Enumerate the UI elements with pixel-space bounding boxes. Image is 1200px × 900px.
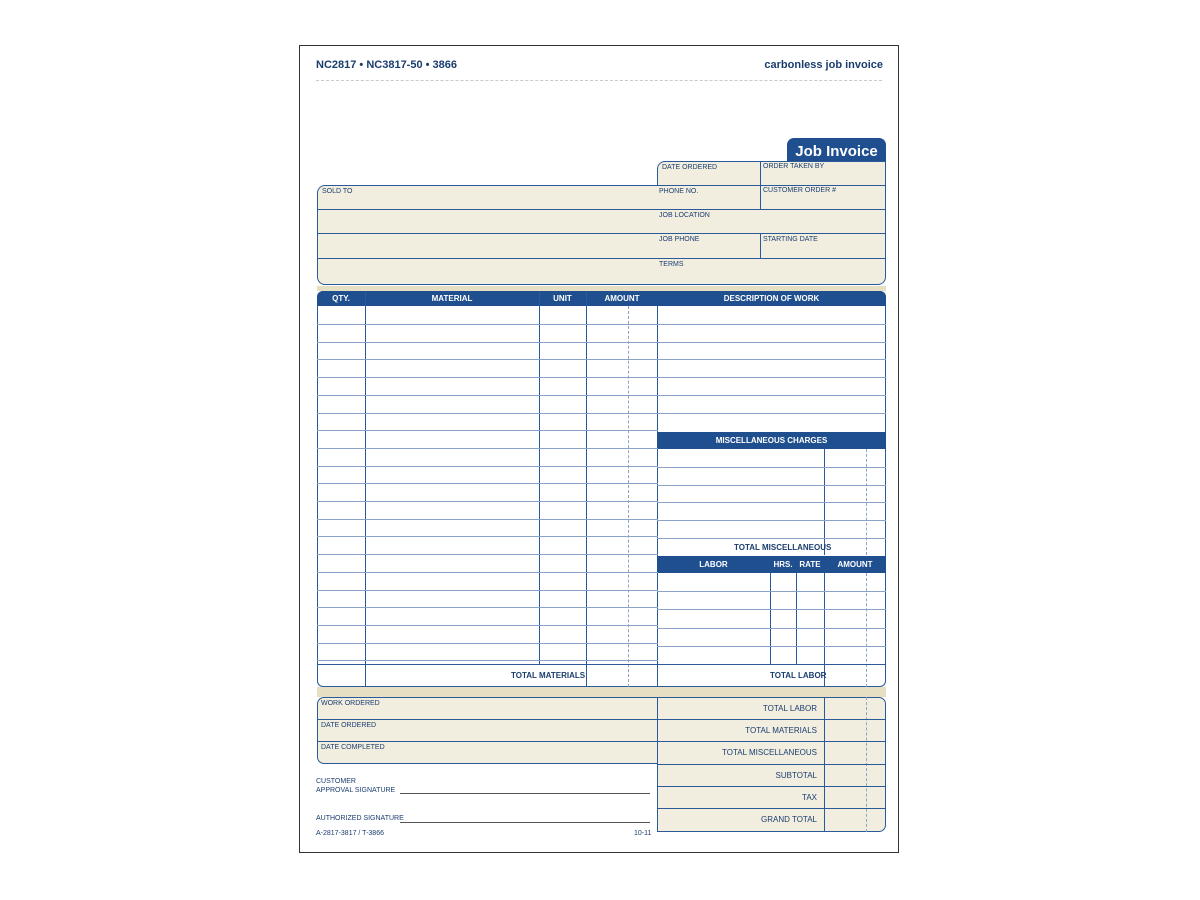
materials-row-line: [317, 342, 658, 343]
summary-label-total-labor: TOTAL LABOR: [762, 704, 817, 713]
phone-no-field[interactable]: PHONE NO.: [659, 188, 699, 195]
materials-row-line: [317, 483, 658, 484]
misc-row-line: [657, 538, 886, 539]
materials-row-line: [317, 430, 658, 431]
labor-row-line: [657, 628, 886, 629]
labor-header: [657, 556, 886, 573]
materials-row-line: [317, 377, 658, 378]
materials-header: [317, 291, 658, 306]
description-row-line: [657, 324, 886, 325]
description-row-line: [657, 359, 886, 360]
materials-row-line: [317, 466, 658, 467]
misc-row-line: [657, 485, 886, 486]
materials-row-line: [317, 660, 658, 661]
customer-approval-signature-label: [316, 777, 395, 795]
misc-charges-header: [657, 432, 886, 449]
description-header: [657, 291, 886, 306]
authorized-signature-label: AUTHORIZED SIGNATURE: [316, 815, 404, 822]
summary-row-line: [657, 764, 886, 765]
description-row-line: [657, 413, 886, 414]
description-row-line: [657, 342, 886, 343]
total-labor-label: TOTAL LABOR: [770, 671, 827, 680]
terms-field[interactable]: TERMS: [659, 261, 684, 268]
summary-label-subtotal: SUBTOTAL: [775, 770, 817, 780]
materials-row-line: [317, 572, 658, 573]
materials-row-line: [317, 519, 658, 520]
materials-row-line: [317, 501, 658, 502]
summary-label-grand-total: GRAND TOTAL: [760, 815, 817, 824]
materials-row-line: [317, 324, 658, 325]
materials-row-line: [317, 643, 658, 644]
misc-row-line: [657, 467, 886, 468]
amount-column-header: AMOUNT: [604, 294, 640, 303]
date-ordered-field[interactable]: DATE ORDERED: [662, 164, 718, 171]
customer-label: CUSTOMER: [316, 778, 356, 785]
rate-column-header: RATE: [799, 560, 821, 569]
summary-row-line: [657, 741, 886, 742]
description-row-line: [657, 395, 886, 396]
form-type: carbonless job invoice: [764, 59, 883, 71]
materials-row-line: [317, 607, 658, 608]
job-location-field[interactable]: JOB LOCATION: [659, 212, 710, 219]
customer-order-field[interactable]: CUSTOMER ORDER #: [763, 187, 836, 194]
materials-row-line: [317, 554, 658, 555]
order-dates-box: [317, 697, 658, 764]
total-misc-label: TOTAL MISCELLANEOUS: [734, 543, 832, 552]
bottom-separator-strip: [317, 687, 886, 697]
perforation-line: [316, 80, 882, 81]
sold-to-box: [317, 185, 658, 285]
revision-footer: 10-11: [634, 830, 652, 837]
sold-to-field[interactable]: SOLD TO: [322, 188, 353, 195]
materials-row-line: [317, 448, 658, 449]
materials-row-line: [317, 625, 658, 626]
work-ordered-field[interactable]: WORK ORDERED: [321, 700, 380, 707]
starting-date-field[interactable]: STARTING DATE: [763, 236, 818, 243]
material-column-header: MATERIAL: [431, 294, 473, 303]
materials-row-line: [317, 359, 658, 360]
authorized-signature-line[interactable]: [400, 822, 650, 823]
unit-column-header: UNIT: [553, 294, 572, 303]
materials-table: [317, 291, 658, 687]
labor-row-line: [657, 646, 886, 647]
total-materials-label: TOTAL MATERIALS: [511, 671, 586, 680]
job-phone-field[interactable]: JOB PHONE: [659, 236, 700, 243]
summary-label-total-materials: TOTAL MATERIALS: [745, 726, 817, 736]
date-completed-field[interactable]: DATE COMPLETED: [321, 744, 385, 751]
summary-row-line: [657, 786, 886, 787]
summary-label-total-miscellaneous: TOTAL MISCELLANEOUS: [722, 748, 817, 758]
labor-amount-column-header: AMOUNT: [837, 560, 873, 569]
misc-charges-label: MISCELLANEOUS CHARGES: [715, 436, 828, 445]
materials-row-line: [317, 536, 658, 537]
top-fields-box: [657, 161, 886, 285]
labor-row-line: [657, 591, 886, 592]
description-of-work-label: DESCRIPTION OF WORK: [723, 294, 820, 303]
misc-row-line: [657, 502, 886, 503]
labor-row-line: [657, 609, 886, 610]
job-invoice-title: Job Invoice: [787, 138, 886, 166]
form-number-footer: A-2817-3817 / T-3866: [316, 830, 384, 837]
description-row-line: [657, 377, 886, 378]
approval-signature-label: APPROVAL SIGNATURE: [316, 787, 396, 794]
bottom-date-ordered-field[interactable]: DATE ORDERED: [321, 722, 377, 729]
invoice-form: [299, 45, 899, 853]
materials-row-line: [317, 413, 658, 414]
labor-column-header: LABOR: [699, 560, 728, 569]
customer-signature-line[interactable]: [400, 793, 650, 794]
summary-row-line: [657, 719, 886, 720]
summary-row-line: [657, 808, 886, 809]
order-taken-by-field[interactable]: ORDER TAKEN BY: [763, 163, 825, 170]
misc-row-line: [657, 520, 886, 521]
qty-column-header: QTY.: [332, 294, 350, 303]
materials-row-line: [317, 395, 658, 396]
materials-row-line: [317, 590, 658, 591]
form-codes: NC2817 • NC3817-50 • 3866: [316, 59, 458, 71]
summary-label-tax: TAX: [802, 792, 817, 802]
hrs-column-header: HRS.: [773, 560, 793, 569]
